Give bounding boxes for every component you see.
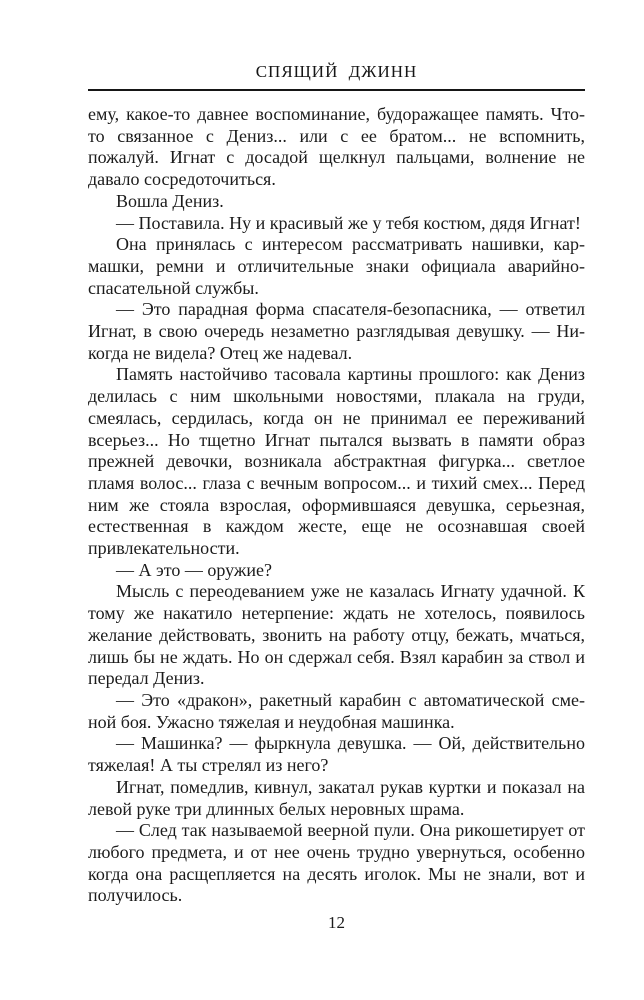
running-title: СПЯЩИЙ ДЖИНН	[88, 62, 585, 91]
paragraph: Игнат, помедлив, кивнул, закатал рукав куртки и показал на левой руке три длинных белых неровных шрама.	[88, 776, 585, 819]
page-text	[88, 104, 585, 907]
paragraph: — Поставила. Ну и красивый же у тебя костюм, дядя Игнат!	[116, 212, 581, 233]
paragraph: ему, какое-то давнее воспоминание, будоражащее память. Что-то связанное с Дениз... или с ее братом... не вспомнить, пожалуй. Игнат с досадой щелкнул пальцами, волнение не давало сосредоточиться.	[88, 104, 585, 190]
paragraph: — Это парадная форма спасателя-безопасника, — ответил Игнат, в свою очередь незаметно разглядывая девушку. — Никогда не видела? Отец же надевал.	[88, 299, 585, 363]
paragraph: — А это — оружие?	[116, 559, 272, 580]
paragraph: — След так называемой веерной пули. Она рикошетирует от любого предмета, и от нее очень трудно увернуться, особенно когда она расщепляется на десять иголок. Мы не знали, вот и получилось.	[88, 820, 585, 906]
paragraph: — Машинка? — фыркнула девушка. — Ой, действительно тяжелая! А ты стрелял из него?	[88, 733, 585, 776]
paragraph: — Это «дракон», ракетный карабин с автоматической сменой боя. Ужасно тяжелая и неудобная машинка.	[88, 689, 585, 732]
paragraph: Она принялась с интересом рассматривать нашивки, кармашки, ремни и отличительные знаки официала аварийно-спасательной службы.	[88, 234, 585, 298]
paragraph: Вошла Дениз.	[116, 190, 224, 211]
page-number: 12	[328, 913, 345, 932]
paragraph: Память настойчиво тасовала картины прошлого: как Дениз делилась с ним школьными новостями, плакала на груди, смеялась, сердилась, когда он не принимал ее переживаний всерьез... Но тщетно Игнат пытался вызвать в памяти образ прежней девочки, возникала абстрактная фигурка... светлое пламя волос... глаза с вечным вопросом... и тихий смех... Перед ним же стояла взрослая, оформившаяся девушка, серьезная, естественная в каждом жесте, еще не осознавшая своей привлекательности.	[88, 364, 585, 559]
paragraph: Мысль с переодеванием уже не казалась Игнату удачной. К тому же накатило нетерпение: ждать не хотелось, появилось желание действовать, звонить на работу отцу, бежать, мчаться, лишь бы не ждать. Но он сдержал себя. Взял карабин за ствол и передал Дениз.	[88, 581, 585, 689]
